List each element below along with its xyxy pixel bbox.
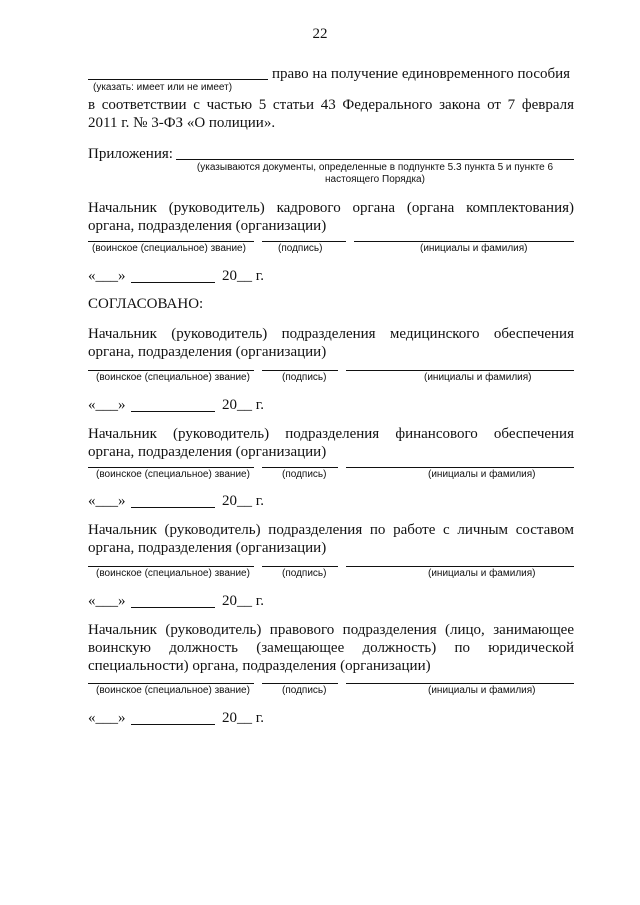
personnel-signature-label: (подпись)	[282, 568, 327, 579]
medical-name-line	[346, 370, 574, 371]
intro-fill-line	[88, 79, 268, 80]
personnel-date-year: 20__ г.	[222, 593, 264, 609]
legal-head-line-1: Начальник (руководитель) правового подразделения (лицо, занимающее	[88, 622, 574, 638]
hr-rank-line	[88, 241, 254, 242]
medical-head-line-1: Начальник (руководитель) подразделения медицинского обеспечения	[88, 326, 574, 342]
hr-head-line-2: органа, подразделения (организации)	[88, 218, 327, 234]
intro-right-text: право на получение единовременного пособия	[272, 66, 571, 82]
finance-date-month-line	[131, 507, 215, 508]
legal-date-month-line	[131, 724, 215, 725]
legal-head-line-3: специальности) органа, подразделения (организации)	[88, 658, 431, 674]
hr-signature-line	[262, 241, 346, 242]
intro-law-line-2: 2011 г. № 3-ФЗ «О полиции».	[88, 115, 276, 131]
finance-signature-line	[262, 467, 338, 468]
medical-date-month-line	[131, 411, 215, 412]
legal-name-line	[346, 683, 574, 684]
finance-rank-line	[88, 467, 254, 468]
personnel-name-label: (инициалы и фамилия)	[428, 568, 536, 579]
medical-rank-line	[88, 370, 254, 371]
agreed-heading: СОГЛАСОВАНО:	[88, 296, 204, 312]
finance-head-line-1: Начальник (руководитель) подразделения финансового обеспечения	[88, 426, 574, 442]
attachments-label: Приложения:	[88, 146, 173, 162]
page-number: 22	[312, 26, 328, 42]
medical-rank-label: (воинское (специальное) звание)	[96, 372, 250, 383]
medical-signature-line	[262, 370, 338, 371]
personnel-name-line	[346, 566, 574, 567]
personnel-head-line-2: органа, подразделения (организации)	[88, 540, 327, 556]
legal-head-line-2: воинскую должность (замещающее должность) по юридической	[88, 640, 574, 656]
attachments-hint-1: (указываются документы, определенные в подпункте 5.3 пункта 5 и пункте 6	[196, 162, 554, 173]
hr-name-line	[354, 241, 574, 242]
attachments-hint-2: настоящего Порядка)	[325, 174, 425, 185]
personnel-head-line-1: Начальник (руководитель) подразделения по работе с личным составом	[88, 522, 574, 538]
finance-name-label: (инициалы и фамилия)	[428, 469, 536, 480]
personnel-signature-line	[262, 566, 338, 567]
finance-date-year: 20__ г.	[222, 493, 264, 509]
personnel-rank-label: (воинское (специальное) звание)	[96, 568, 250, 579]
hr-date-day: «___»	[88, 268, 126, 284]
finance-name-line	[346, 467, 574, 468]
medical-name-label: (инициалы и фамилия)	[424, 372, 532, 383]
legal-date-day: «___»	[88, 710, 126, 726]
medical-signature-label: (подпись)	[282, 372, 327, 383]
finance-signature-label: (подпись)	[282, 469, 327, 480]
hr-rank-label: (воинское (специальное) звание)	[92, 243, 246, 254]
medical-date-day: «___»	[88, 397, 126, 413]
finance-rank-label: (воинское (специальное) звание)	[96, 469, 250, 480]
hr-head-line-1: Начальник (руководитель) кадрового органа (органа комплектования)	[88, 200, 574, 216]
intro-law-line-1: в соответствии с частью 5 статьи 43 Федерального закона от 7 февраля	[88, 97, 574, 113]
hr-date-year: 20__ г.	[222, 268, 264, 284]
legal-rank-line	[88, 683, 254, 684]
hr-name-label: (инициалы и фамилия)	[420, 243, 528, 254]
legal-name-label: (инициалы и фамилия)	[428, 685, 536, 696]
personnel-rank-line	[88, 566, 254, 567]
hr-date-month-line	[131, 282, 215, 283]
legal-signature-label: (подпись)	[282, 685, 327, 696]
personnel-date-month-line	[131, 607, 215, 608]
finance-head-line-2: органа, подразделения (организации)	[88, 444, 327, 460]
personnel-date-day: «___»	[88, 593, 126, 609]
hr-signature-label: (подпись)	[278, 243, 323, 254]
medical-head-line-2: органа, подразделения (организации)	[88, 344, 327, 360]
legal-signature-line	[262, 683, 338, 684]
legal-date-year: 20__ г.	[222, 710, 264, 726]
attachments-fill-line	[176, 159, 574, 160]
medical-date-year: 20__ г.	[222, 397, 264, 413]
intro-hint: (указать: имеет или не имеет)	[93, 82, 233, 93]
finance-date-day: «___»	[88, 493, 126, 509]
legal-rank-label: (воинское (специальное) звание)	[96, 685, 250, 696]
